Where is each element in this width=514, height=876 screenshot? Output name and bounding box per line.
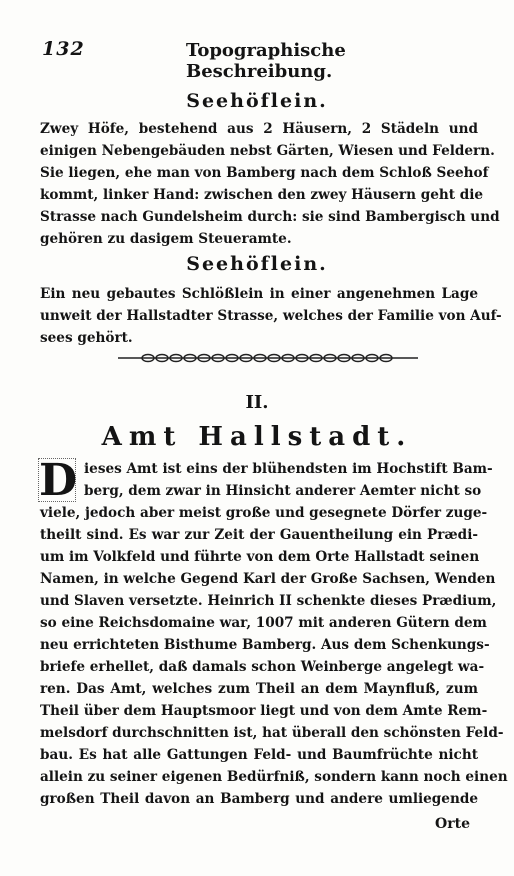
text-line: kommt, linker Hand: zwischen den zwey Häusern geht die — [40, 187, 484, 203]
text-line: neu errichteten Bisthume Bamberg. Aus dem Schenkungs- — [40, 637, 490, 653]
text-line: Sie liegen, ehe man von Bamberg nach dem Schloß Seehof — [40, 165, 489, 181]
text-line: um im Volkfeld und führte von dem Orte Hallstadt seinen — [40, 549, 480, 565]
text-line: bau. Es hat alle Gattungen Feld- und Baumfrüchte nicht — [40, 747, 478, 763]
paragraph-seehoflein-2 — [40, 283, 502, 349]
page-number: 132 — [42, 38, 85, 60]
text-line: einigen Nebengebäuden nebst Gärten, Wiesen und Feldern. — [40, 143, 495, 159]
text-line: gehören zu dasigem Steueramte. — [40, 231, 292, 247]
page-header — [38, 38, 478, 82]
text-line: so eine Reichsdomaine war, 1007 mit anderen Gütern dem — [40, 615, 487, 631]
text-line: Namen, in welche Gegend Karl der Große Sachsen, Wenden — [40, 571, 496, 587]
drop-cap: D — [39, 455, 78, 506]
text-line: Strasse nach Gundelsheim durch: sie sind Bambergisch und — [40, 209, 500, 225]
text-line: unweit der Hallstadter Strasse, welches der Familie von Auf- — [40, 308, 502, 324]
text-line: theilt sind. Es war zur Zeit der Gauentheilung ein Prædi- — [40, 527, 478, 543]
text-line: sees gehört. — [40, 330, 133, 346]
chapter-title: Amt Hallstadt. — [101, 422, 413, 452]
paragraph-seehoflein-1 — [40, 118, 500, 250]
ornamental-divider — [118, 352, 418, 364]
text-line: berg, dem zwar in Hinsicht anderer Aemter nicht so — [84, 483, 482, 499]
text-line: viele, jedoch aber meist große und gesegnete Dörfer zuge- — [40, 505, 488, 521]
text-line: ren. Das Amt, welches zum Theil an dem Maynfluß, zum — [40, 681, 478, 697]
text-line: großen Theil davon an Bamberg und andere umliegende — [40, 791, 478, 807]
text-line: briefe erhellet, daß damals schon Weinberge angelegt wa- — [40, 659, 485, 675]
text-line: Theil über dem Hauptsmoor liegt und von dem Amte Rem- — [40, 703, 488, 719]
catchword: Orte — [435, 816, 470, 832]
text-line: und Slaven versetzte. Heinrich II schenkte dieses Prædium, — [40, 593, 497, 609]
paragraph-amt-hallstadt — [39, 455, 508, 810]
running-title: Topographische Beschreibung. — [186, 40, 346, 82]
section-heading-seehoflein-1: Seehöflein. — [186, 90, 328, 112]
text-line: melsdorf durchschnitten ist, hat überall den schönsten Feld- — [40, 725, 504, 741]
text-line: allein zu seiner eigenen Bedürfniß, sondern kann noch einen — [40, 769, 508, 785]
section-heading-seehoflein-2: Seehöflein. — [186, 253, 328, 275]
chapter-number: II. — [245, 392, 269, 413]
text-line: Zwey Höfe, bestehend aus 2 Häusern, 2 Städeln und — [40, 121, 478, 137]
text-line: ieses Amt ist eins der blühendsten im Hochstift Bam- — [84, 461, 493, 477]
text-line: Ein neu gebautes Schlößlein in einer angenehmen Lage — [40, 286, 478, 302]
